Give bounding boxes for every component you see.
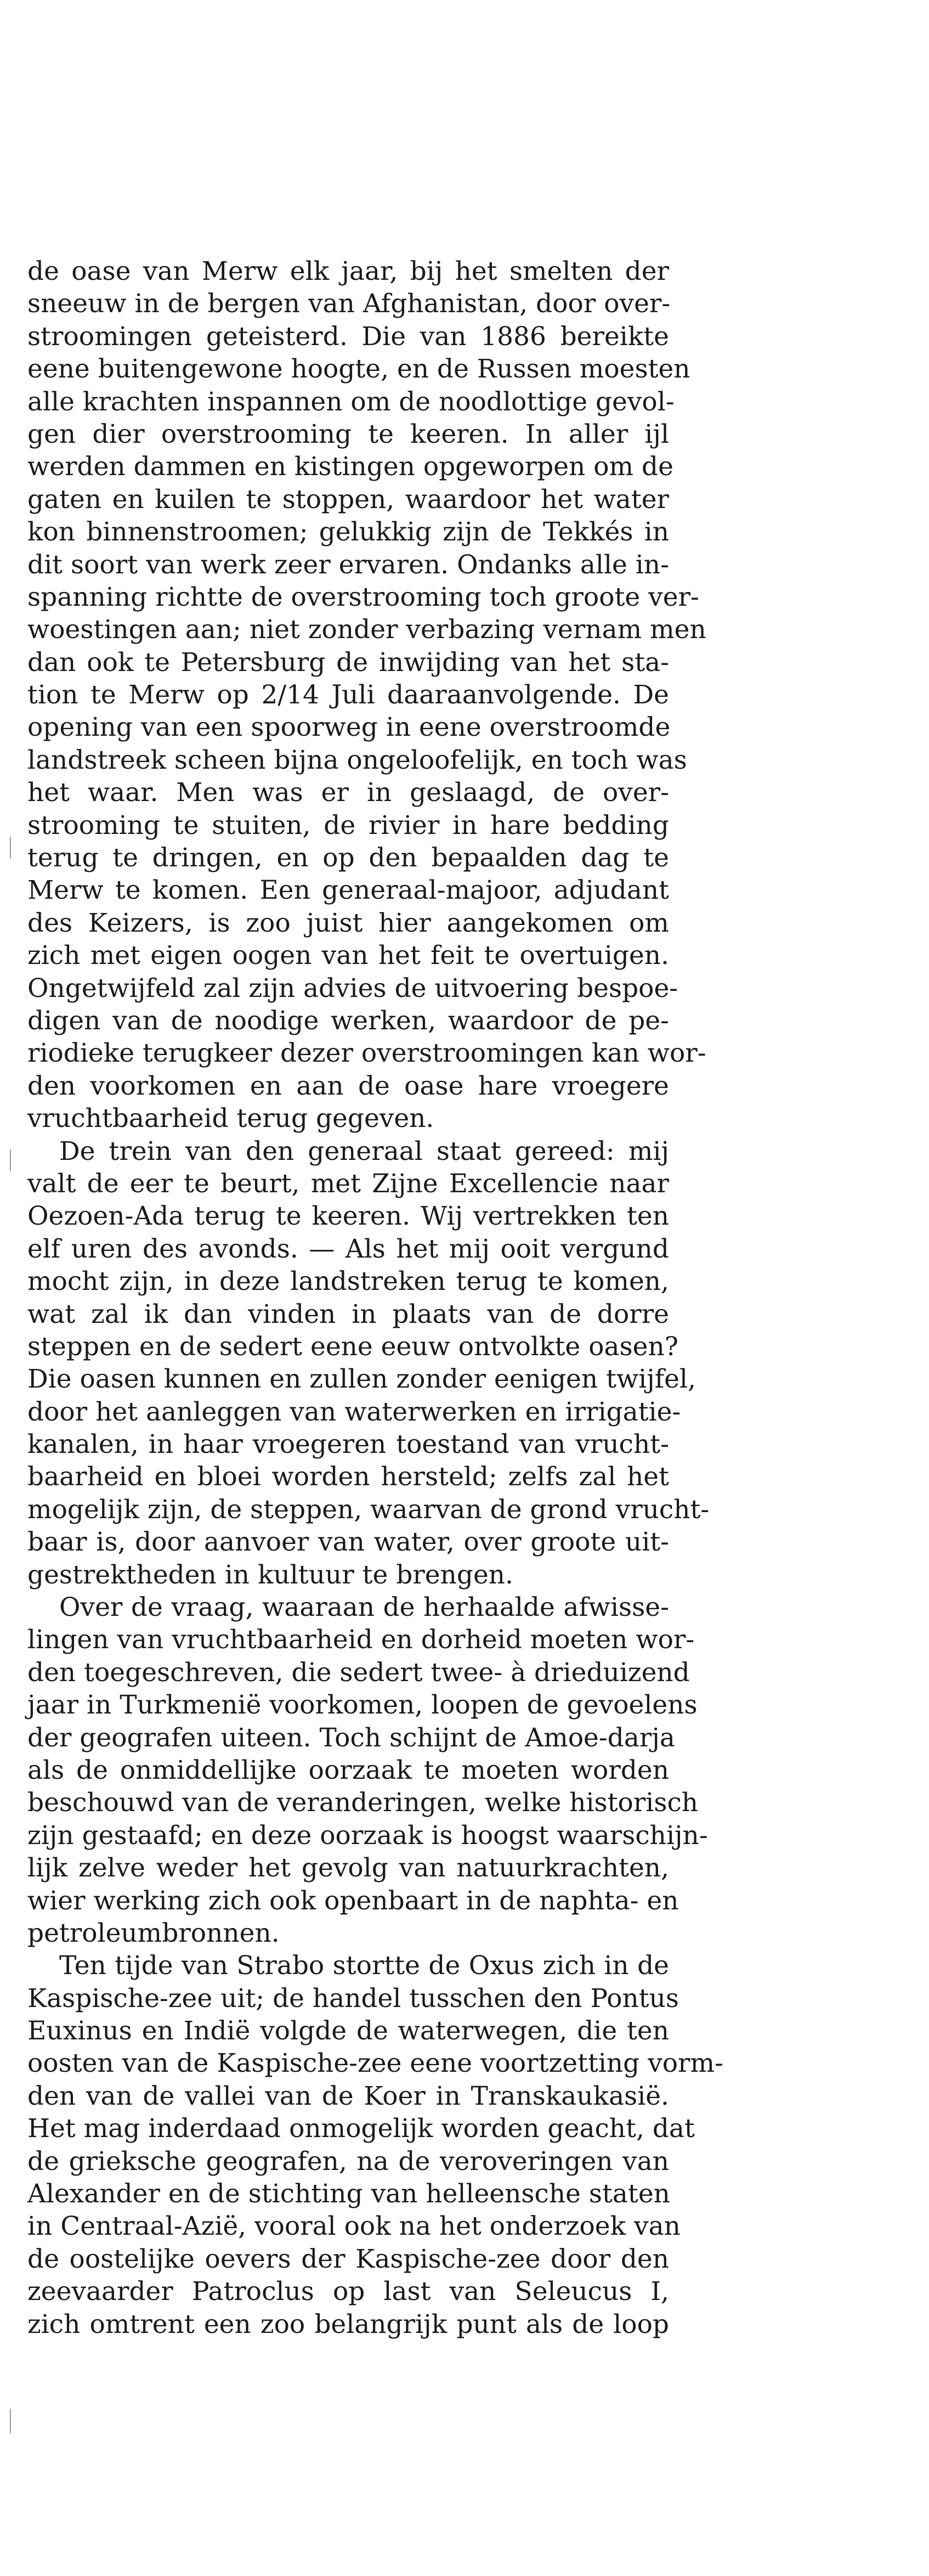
text-line: Kaspische-zee uit; de handel tusschen den Pontus [27, 1983, 679, 2014]
text-line: baarheid en bloei worden hersteld; zelfs zal het [27, 1462, 669, 1492]
text-line: strooming te stuiten, de rivier in hare bedding [27, 810, 669, 841]
text-line: Euxinus en Indië volgde de waterwegen, die ten [27, 2016, 669, 2047]
text-line: alle krachten inspannen om de noodlottige gevol- [27, 386, 675, 417]
text-line: mogelijk zijn, de steppen, waarvan de grond vrucht- [27, 1494, 710, 1525]
text-line: zich met eigen oogen van het feit te overtuigen. [27, 940, 669, 971]
text-line: zich omtrent een zoo belangrijk punt als de loop [27, 2309, 669, 2340]
text-line: in Centraal-Azië, vooral ook na het onderzoek van [27, 2211, 681, 2242]
text-line: petroleumbronnen. [27, 1918, 280, 1948]
text-line: de oase van Merw elk jaar, bij het smelten der [27, 256, 669, 286]
text-line: sneeuw in de bergen van Afghanistan, door over- [27, 289, 671, 319]
text-line: gaten en kuilen te stoppen, waardoor het water [27, 484, 669, 515]
text-line: wat zal ik dan vinden in plaats van de dorre [27, 1299, 669, 1329]
text-line: oosten van de Kaspische-zee eene voortzetting vorm- [27, 2048, 723, 2079]
text-line: eene buitengewone hoogte, en de Russen moesten [27, 354, 690, 385]
paragraph-3 [27, 1591, 708, 1949]
text-line: opening van een spoorweg in eene overstroomde [27, 712, 671, 743]
text-line: lijk zelve weder het gevolg van natuurkrachten, [27, 1853, 669, 1884]
text-line: de grieksche geografen, na de veroveringen van [27, 2146, 669, 2177]
text-line: digen van de noodige werken, waardoor de pe- [27, 1005, 669, 1036]
text-line: spanning richtte de overstrooming toch groote ver- [27, 582, 699, 612]
text-line: Het mag inderdaad onmogelijk worden geacht, dat [27, 2113, 695, 2144]
text-line: kanalen, in haar vroegeren toestand van vrucht- [27, 1429, 669, 1460]
paragraph-4 [27, 1949, 723, 2341]
text-line: baar is, door aanvoer van water, over groote uit- [27, 1527, 669, 1558]
text-line: het waar. Men was er in geslaagd, de over- [27, 777, 669, 808]
text-line: den toegeschreven, die sedert twee- à drieduizend [27, 1657, 690, 1688]
text-line: tion te Merw op 2/14 Juli daaraanvolgende. De [27, 680, 669, 711]
text-line: dit soort van werk zeer ervaren. Ondanks alle in- [27, 549, 669, 580]
text-line: gestrektheden in kultuur te brengen. [27, 1559, 514, 1590]
text-line: lingen van vruchtbaarheid en dorheid moeten wor- [27, 1625, 695, 1655]
text-line: Ten tijde van Strabo stortte de Oxus zich in de [59, 1951, 669, 1981]
left-margin-mark-2 [10, 1149, 11, 1171]
text-line: gen dier overstrooming te keeren. In aller ijl [27, 419, 669, 449]
text-line: werden dammen en kistingen opgeworpen om de [27, 452, 673, 482]
text-line: zeevaarder Patroclus op last van Seleucus I, [27, 2276, 669, 2307]
text-line: Ongetwijfeld zal zijn advies de uitvoering bespoe- [27, 973, 678, 1004]
text-line: Over de vraag, waaraan de herhaalde afwisse- [59, 1592, 669, 1623]
text-line: den van de vallei van de Koer in Transkaukasië. [27, 2081, 669, 2111]
text-line: valt de eer te beurt, met Zijne Excellencie naar [27, 1168, 669, 1199]
paragraph-1 [27, 255, 706, 1135]
left-margin-mark-1 [10, 837, 11, 859]
text-line: Oezoen-Ada terug te keeren. Wij vertrekken ten [27, 1201, 669, 1232]
text-line: elf uren des avonds. — Als het mij ooit vergund [27, 1233, 669, 1264]
text-line: beschouwd van de veranderingen, welke historisch [27, 1788, 699, 1818]
text-line: stroomingen geteisterd. Die van 1886 bereikte [27, 321, 669, 352]
text-line: des Keizers, is zoo juist hier aangekomen om [27, 907, 669, 938]
text-line: mocht zijn, in deze landstreken terug te komen, [27, 1266, 669, 1297]
text-line: der geografen uiteen. Toch schijnt de Amoe-darja [27, 1722, 675, 1753]
text-line: woestingen aan; niet zonder verbazing vernam men [27, 615, 706, 645]
text-line: landstreek scheen bijna ongeloofelijk, en toch was [27, 745, 687, 775]
text-line: Die oasen kunnen en zullen zonder eenigen twijfel, [27, 1364, 696, 1395]
text-line: jaar in Turkmenië voorkomen, loopen de gevoelens [27, 1690, 698, 1721]
text-line: kon binnenstroomen; gelukkig zijn de Tekkés in [27, 517, 669, 548]
text-line: vruchtbaarheid terug gegeven. [27, 1103, 434, 1134]
text-line: den voorkomen en aan de oase hare vroegere [27, 1070, 669, 1101]
text-line: als de onmiddellijke oorzaak te moeten worden [27, 1755, 669, 1785]
text-line: De trein van den generaal staat gereed: mij [59, 1136, 669, 1166]
text-line: door het aanleggen van waterwerken en irrigatie- [27, 1396, 681, 1427]
text-column [27, 255, 723, 2341]
text-line: zijn gestaafd; en deze oorzaak is hoogst waarschijn- [27, 1820, 708, 1851]
text-line: terug te dringen, en op den bepaalden dag te [27, 843, 669, 873]
text-line: dan ook te Petersburg de inwijding van het sta- [27, 647, 669, 678]
paragraph-2 [27, 1135, 710, 1591]
text-line: wier werking zich ook openbaart in de naphta- en [27, 1885, 679, 1916]
text-line: Alexander en de stichting van helleensche staten [27, 2179, 670, 2209]
text-line: riodieke terugkeer dezer overstroomingen kan wor- [27, 1038, 706, 1069]
text-line: steppen en de sedert eene eeuw ontvolkte oasen? [27, 1331, 678, 1362]
text-line: Merw te komen. Een generaal-majoor, adjudant [27, 875, 669, 906]
left-margin-mark-3 [10, 2409, 11, 2433]
text-line: de oostelijke oevers der Kaspische-zee door den [27, 2244, 669, 2274]
